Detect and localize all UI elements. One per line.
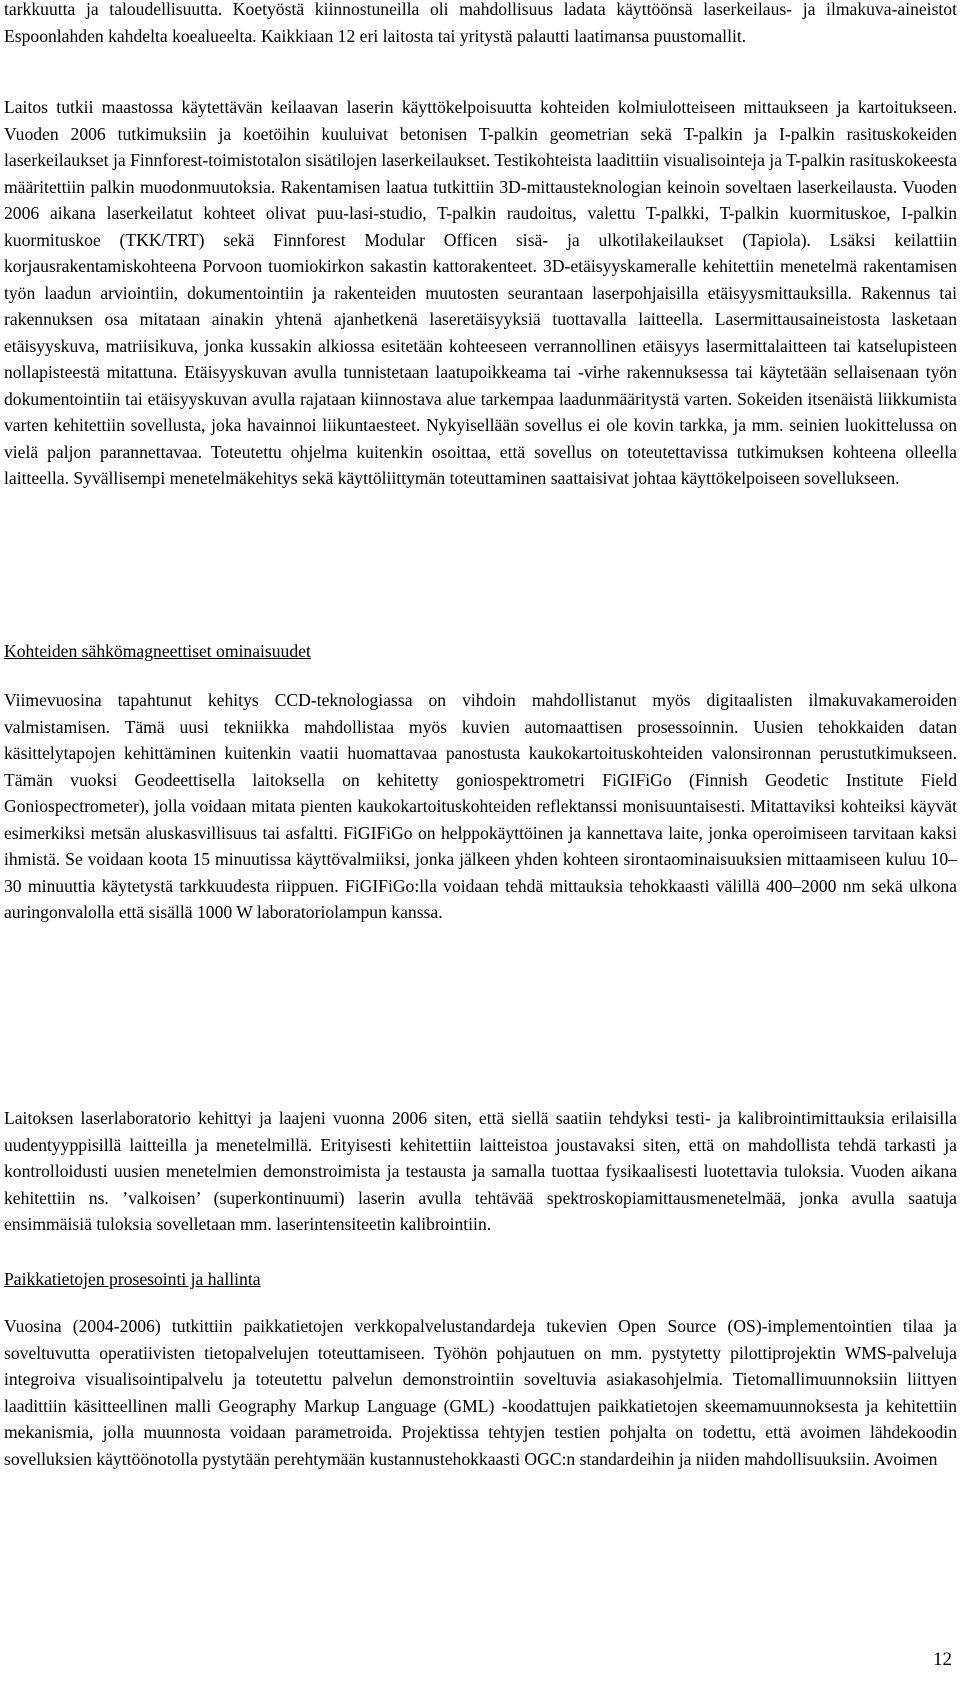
paragraph-intro-continuation [4,0,957,49]
paragraph-text: tarkkuutta ja taloudellisuutta. Koetyöstä kiinnostuneilla oli mahdollisuus ladata käyttöönsä laserkeilaus- ja ilmakuva-aineistot Espoonlahden kahdelta koealueelta. Kaikkiaan 12 eri laitosta tai yritystä palautti laatimansa puustomallit. [4,0,957,46]
paragraph-laser-scanning [4,94,957,492]
page-number: 12 [933,1649,952,1670]
paragraph-text: Laitoksen laserlaboratorio kehittyi ja laajeni vuonna 2006 siten, että siellä saatiin tehdyksi testi- ja kalibrointimittauksia erilaisilla uudentyyppisillä laitteilla ja menetelmillä. Erityisesti kehitettiin laitteistoa joustavaksi siten, että on mahdollista tehdä tarkasti ja kontrolloidusti uusien menetelmien demonstroimista ja testausta ja samalla tuottaa fysikaalisesti luotettavia tuloksia. Vuoden aikana kehitettiin ns. ’valkoisen’ (superkontinuumi) laserin avulla tehtävää spektroskopiamittausmenetelmää, jonka avulla saatuja ensimmäisiä tuloksia sovelletaan mm. laserintensiteetin kalibrointiin. [4,1108,957,1234]
paragraph-text: Laitos tutkii maastossa käytettävän keilaavan laserin käyttökelpoisuutta kohteiden kolmiulotteiseen mittaukseen ja kartoitukseen. Vuoden 2006 tutkimuksiin ja koetöihin kuuluivat betonisen T-palkin geometrian sekä T-palkin ja I-palkin rasituskokeiden laserkeilaukset ja Finnforest-toimistotalon sisätilojen laserkeilaukset. Testikohteista laadittiin visualisointeja ja T-palkin rasituskokeesta määritettiin palkin muodonmuutoksia. Rakentamisen laatua tutkittiin 3D-mittausteknologian keinoin soveltaen laserkeilausta. Vuoden 2006 aikana laserkeilatut kohteet olivat puu-lasi-studio, T-palkin raudoitus, valettu T-palkki, T-palkin kuormituskoe, I-palkin kuormituskoe (TKK/TRT) sekä Finnforest Modular Officen sisä- ja ulkotilakeilaukset (Tapiola). Lsäksi keilattiin korjausrakentamiskohteena Porvoon tuomiokirkon sakastin kattorakenteet. 3D-etäisyyskameralle kehitettiin menetelmä rakentamisen työn laadun arviointiin, dokumentointiin ja rakenteiden muutosten seurantaan laserpohjaisilla etäisyysmittauksilla. Rakennus tai rakennuksen osa mitataan ainakin yhtenä ajanhetkenä laseretäisyyksiä tuottavalla laitteella. Lasermittausaineistosta lasketaan etäisyyskuva, matriisikuva, jonka kussakin alkiossa esitetään kohteeseen verrannollinen etäisyys lasermittalaitteen tai katselupisteen nollapisteestä mitattuna. Etäisyyskuvan avulla tunnistetaan laatupoikkeama tai -virhe rakennuksessa tai käytetään sellaisenaan työn dokumentointiin tai etäisyyskuvan avulla rajataan kiinnostava alue tarkempaa laadunmääritystä varten. Sokeiden itsenäistä liikkumista varten kehitettiin sovellusta, joka havainnoi liikuntaesteet. Nykyisellään sovellus ei ole kovin tarkka, ja mm. seinien luokittelussa on vielä paljon parannettavaa. Toteutettu ohjelma kuitenkin osoittaa, että sovellus on toteutettavissa tutkimuksen kohteena olleella laitteella. Syvällisempi menetelmäkehitys sekä käyttöliittymän toteuttaminen saattaisivat johtaa käyttökelpoiseen sovellukseen. [4,97,957,488]
paragraph-laser-laboratory [4,1105,957,1238]
section-heading-electromagnetic: Kohteiden sähkömagneettiset ominaisuudet [4,641,311,661]
paragraph-text: Viimevuosina tapahtunut kehitys CCD-teknologiassa on vihdoin mahdollistanut myös digitaalisten ilmakuvakameroiden valmistamisen. Tämä uusi tekniikka mahdollistaa myös kuvien automaattisen prosessoinnin. Uusien tehokkaiden datan käsittelytapojen kehittäminen kuitenkin vaatii huomattavaa panostusta kaukokartoituskohteiden valonsironnan perustutkimukseen. Tämän vuoksi Geodeettisella laitoksella on kehitetty goniospektrometri FiGIFiGo (Finnish Geodetic Institute Field Goniospectrometer), jolla voidaan mitata pienten kaukokartoituskohteiden reflektanssi monisuuntaisesti. Mitattaviksi kohteiksi käyvät esimerkiksi metsän aluskasvillisuus tai asfaltti. FiGIFiGo on helppokäyttöinen ja kannettava laite, jonka operoimiseen tarvitaan kaksi ihmistä. Se voidaan koota 15 minuutissa käyttövalmiiksi, jonka jälkeen yhden kohteen sirontaominaisuuksien mittaamiseen kuluu 10–30 minuuttia käytetystä tarkkuudesta riippuen. FiGIFiGo:lla voidaan tehdä mittauksia tehokkaasti välillä 400–2000 nm sekä ulkona auringonvalolla että sisällä 1000 W laboratoriolampun kanssa. [4,690,957,922]
paragraph-goniospectrometer [4,687,957,926]
paragraph-open-source [4,1313,957,1472]
section-heading-geodata-processing: Paikkatietojen prosesointi ja hallinta [4,1269,261,1289]
paragraph-text: Vuosina (2004-2006) tutkittiin paikkatietojen verkkopalvelustandardeja tukevien Open Source (OS)-implementointien tilaa ja soveltuvutta operatiivisten tietopalvelujen toteuttamiseen. Työhön pohjautuen on mm. pystytetty pilottiprojektin WMS-palveluja integroiva visualisointipalvelu ja toteutettu palvelun demonstrointiin soveltuvia asiakasohjelmia. Tietomallimuunnoksiin liittyen laadittiin käsitteellinen malli Geography Markup Language (GML) -koodattujen paikkatietojen skeemamuunnoksesta ja kehitettiin mekanismia, jolla muunnosta voidaan parametroida. Projektissa tehtyjen testien pohjalta on todettu, että avoimen lähdekoodin sovelluksien käyttöönotolla pystytään perehtymään kustannustehokkaasti OGC:n standardeihin ja niiden mahdollisuuksiin. Avoimen [4,1316,957,1469]
